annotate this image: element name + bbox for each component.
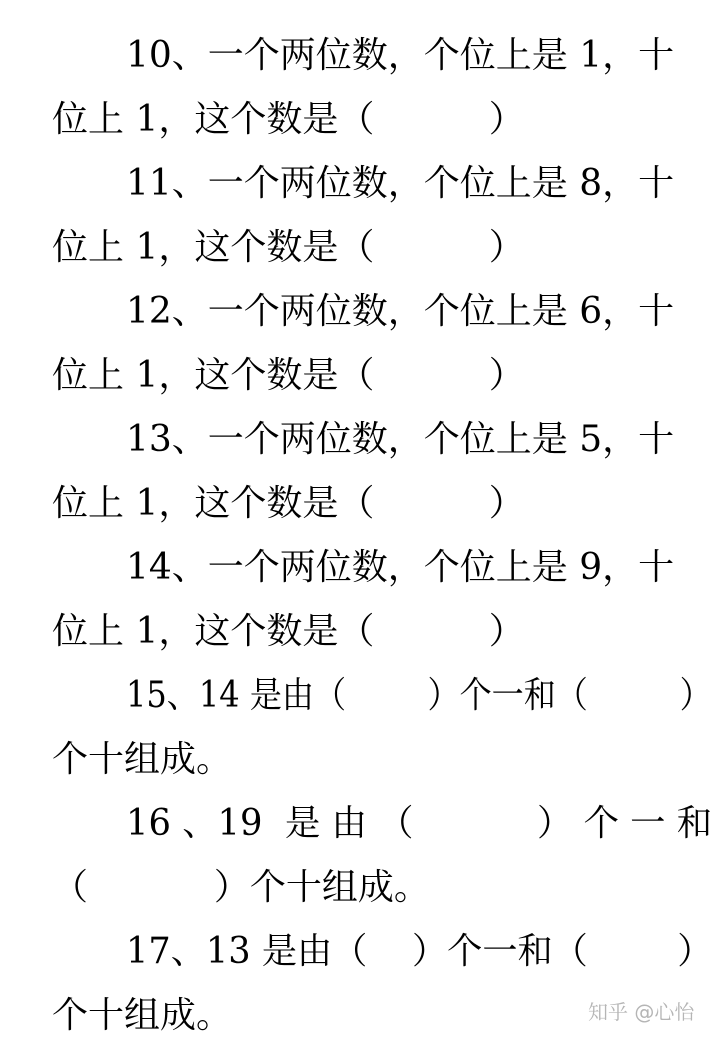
- q15-line-2: 个十组成。: [52, 739, 233, 780]
- q16-line-1: 16 、19 是 由 （ ） 个 一 和: [126, 803, 713, 844]
- zhihu-watermark: 知乎 @心怡: [588, 1000, 695, 1024]
- q17-line-1: 17、13 是由（ ）个一和（ ）: [126, 931, 713, 972]
- q11-line-1: 11、一个两位数，个位上是 8，十: [126, 163, 675, 204]
- q14-line-1: 14、一个两位数，个位上是 9，十: [126, 547, 675, 588]
- q13-line-2: 位上 1，这个数是（ ）: [52, 483, 525, 524]
- q15-line-1: 15、14 是由（ ）个一和（ ）: [126, 675, 712, 716]
- q12-line-2: 位上 1，这个数是（ ）: [52, 355, 525, 396]
- q13-line-1: 13、一个两位数，个位上是 5，十: [126, 419, 675, 460]
- q10-line-2: 位上 1，这个数是（ ）: [52, 99, 525, 140]
- q11-line-2: 位上 1，这个数是（ ）: [52, 227, 525, 268]
- q16-line-2: （ ）个十组成。: [52, 867, 430, 908]
- q10-line-1: 10、一个两位数，个位上是 1，十: [126, 35, 675, 76]
- q12-line-1: 12、一个两位数，个位上是 6，十: [126, 291, 675, 332]
- q17-line-2: 个十组成。: [52, 995, 233, 1036]
- q14-line-2: 位上 1，这个数是（ ）: [52, 611, 525, 652]
